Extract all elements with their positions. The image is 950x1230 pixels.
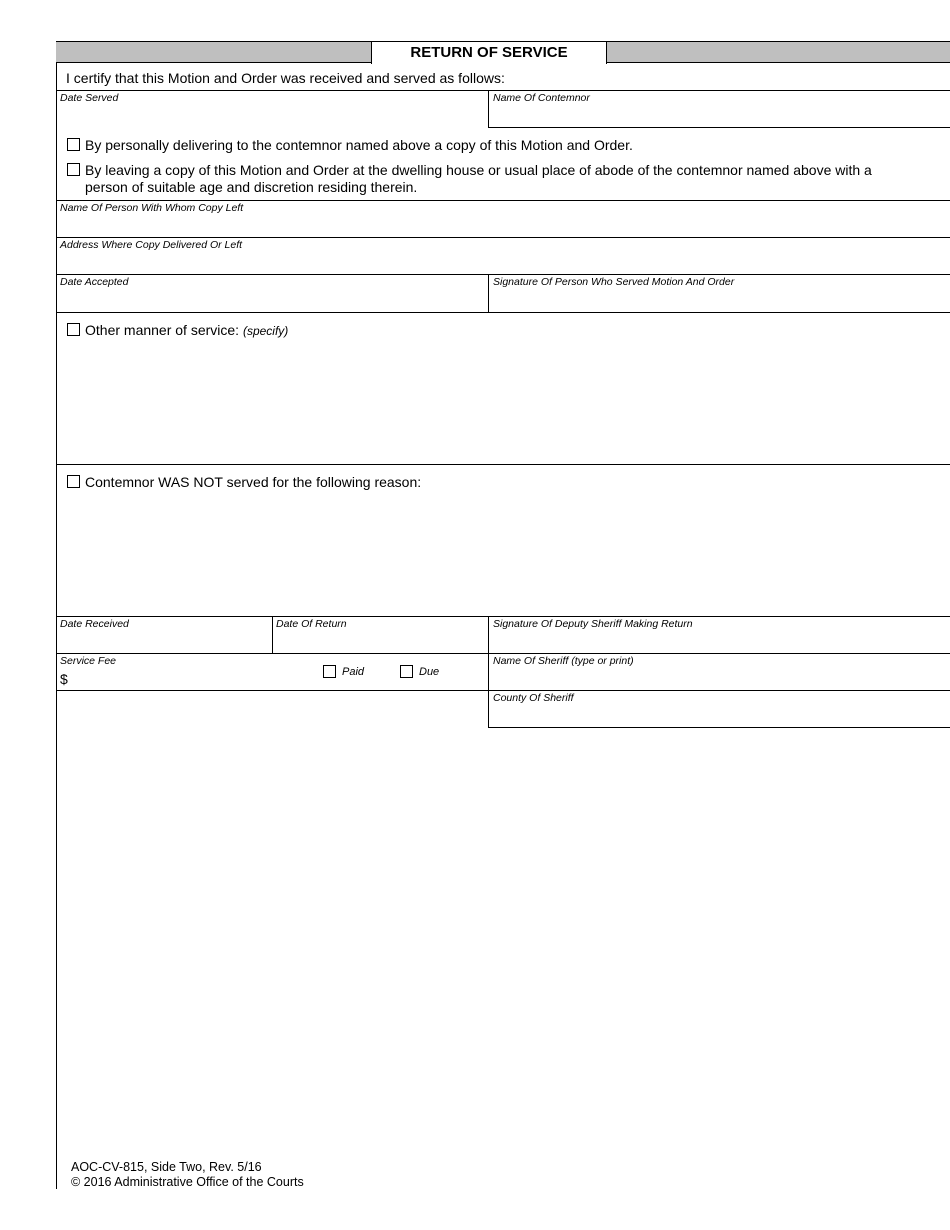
divider: [56, 312, 950, 313]
not-served-text: Contemnor WAS NOT served for the following reason:: [85, 474, 422, 490]
signature-served-label: Signature Of Person Who Served Motion And Order: [493, 276, 735, 288]
date-accepted-field[interactable]: [57, 289, 487, 311]
signature-served-field[interactable]: [489, 289, 949, 311]
signature-deputy-label: Signature Of Deputy Sheriff Making Return: [493, 618, 693, 630]
divider: [56, 653, 950, 654]
personal-delivery-checkbox[interactable]: [67, 138, 80, 151]
name-of-contemnor-field[interactable]: [489, 105, 949, 127]
paid-label: Paid: [342, 666, 365, 678]
county-of-sheriff-field[interactable]: [489, 705, 949, 727]
date-of-return-field[interactable]: [273, 631, 487, 653]
personal-delivery-text: By personally delivering to the contemnor named above a copy of this Motion and Order.: [85, 137, 633, 153]
copyright: © 2016 Administrative Office of the Courts: [71, 1175, 304, 1189]
name-person-copy-left-field[interactable]: [57, 215, 949, 237]
address-copy-delivered-field[interactable]: [57, 252, 949, 274]
form-id: AOC-CV-815, Side Two, Rev. 5/16: [71, 1160, 262, 1174]
other-manner-text: [85, 322, 288, 340]
county-of-sheriff-label: County Of Sheriff: [493, 692, 574, 704]
signature-deputy-field[interactable]: [489, 631, 949, 653]
address-copy-delivered-label: Address Where Copy Delivered Or Left: [60, 239, 243, 251]
date-received-label: Date Received: [60, 618, 129, 630]
divider: [488, 127, 950, 128]
divider: [56, 616, 950, 617]
return-of-service-form: [56, 41, 950, 1189]
name-of-sheriff-field[interactable]: [489, 668, 949, 690]
dwelling-delivery-text-line1: By leaving a copy of this Motion and Order at the dwelling house or usual place of abode of the contemnor named above with a: [85, 162, 872, 178]
service-fee-label: Service Fee: [60, 655, 117, 667]
paid-checkbox[interactable]: [323, 665, 336, 678]
not-served-reason-field[interactable]: [57, 493, 949, 616]
date-served-label: Date Served: [60, 92, 119, 104]
date-served-field[interactable]: [57, 105, 487, 127]
divider: [56, 464, 950, 465]
name-person-copy-left-label: Name Of Person With Whom Copy Left: [60, 202, 244, 214]
divider: [56, 237, 950, 238]
dwelling-delivery-checkbox[interactable]: [67, 163, 80, 176]
other-manner-checkbox[interactable]: [67, 323, 80, 336]
divider: [56, 90, 950, 91]
date-accepted-label: Date Accepted: [60, 276, 129, 288]
title-bar: [56, 41, 950, 63]
page-title: RETURN OF SERVICE: [371, 42, 607, 64]
divider: [56, 274, 950, 275]
other-manner-field[interactable]: [57, 341, 949, 464]
name-of-contemnor-label: Name Of Contemnor: [493, 92, 590, 104]
divider: [56, 200, 950, 201]
name-of-sheriff-label: Name Of Sheriff (type or print): [493, 655, 634, 667]
currency-symbol: $: [60, 671, 68, 687]
date-of-return-label: Date Of Return: [276, 618, 347, 630]
other-manner-label: Other manner of service:: [85, 322, 240, 338]
due-label: Due: [419, 666, 440, 678]
due-checkbox[interactable]: [400, 665, 413, 678]
not-served-checkbox[interactable]: [67, 475, 80, 488]
divider: [56, 690, 950, 691]
date-received-field[interactable]: [57, 631, 271, 653]
other-manner-specify: (specify): [242, 324, 289, 338]
divider: [488, 727, 950, 728]
service-fee-field[interactable]: [70, 669, 310, 689]
dwelling-delivery-text-line2: person of suitable age and discretion residing therein.: [85, 179, 418, 195]
certify-text: I certify that this Motion and Order was received and served as follows:: [66, 70, 505, 86]
